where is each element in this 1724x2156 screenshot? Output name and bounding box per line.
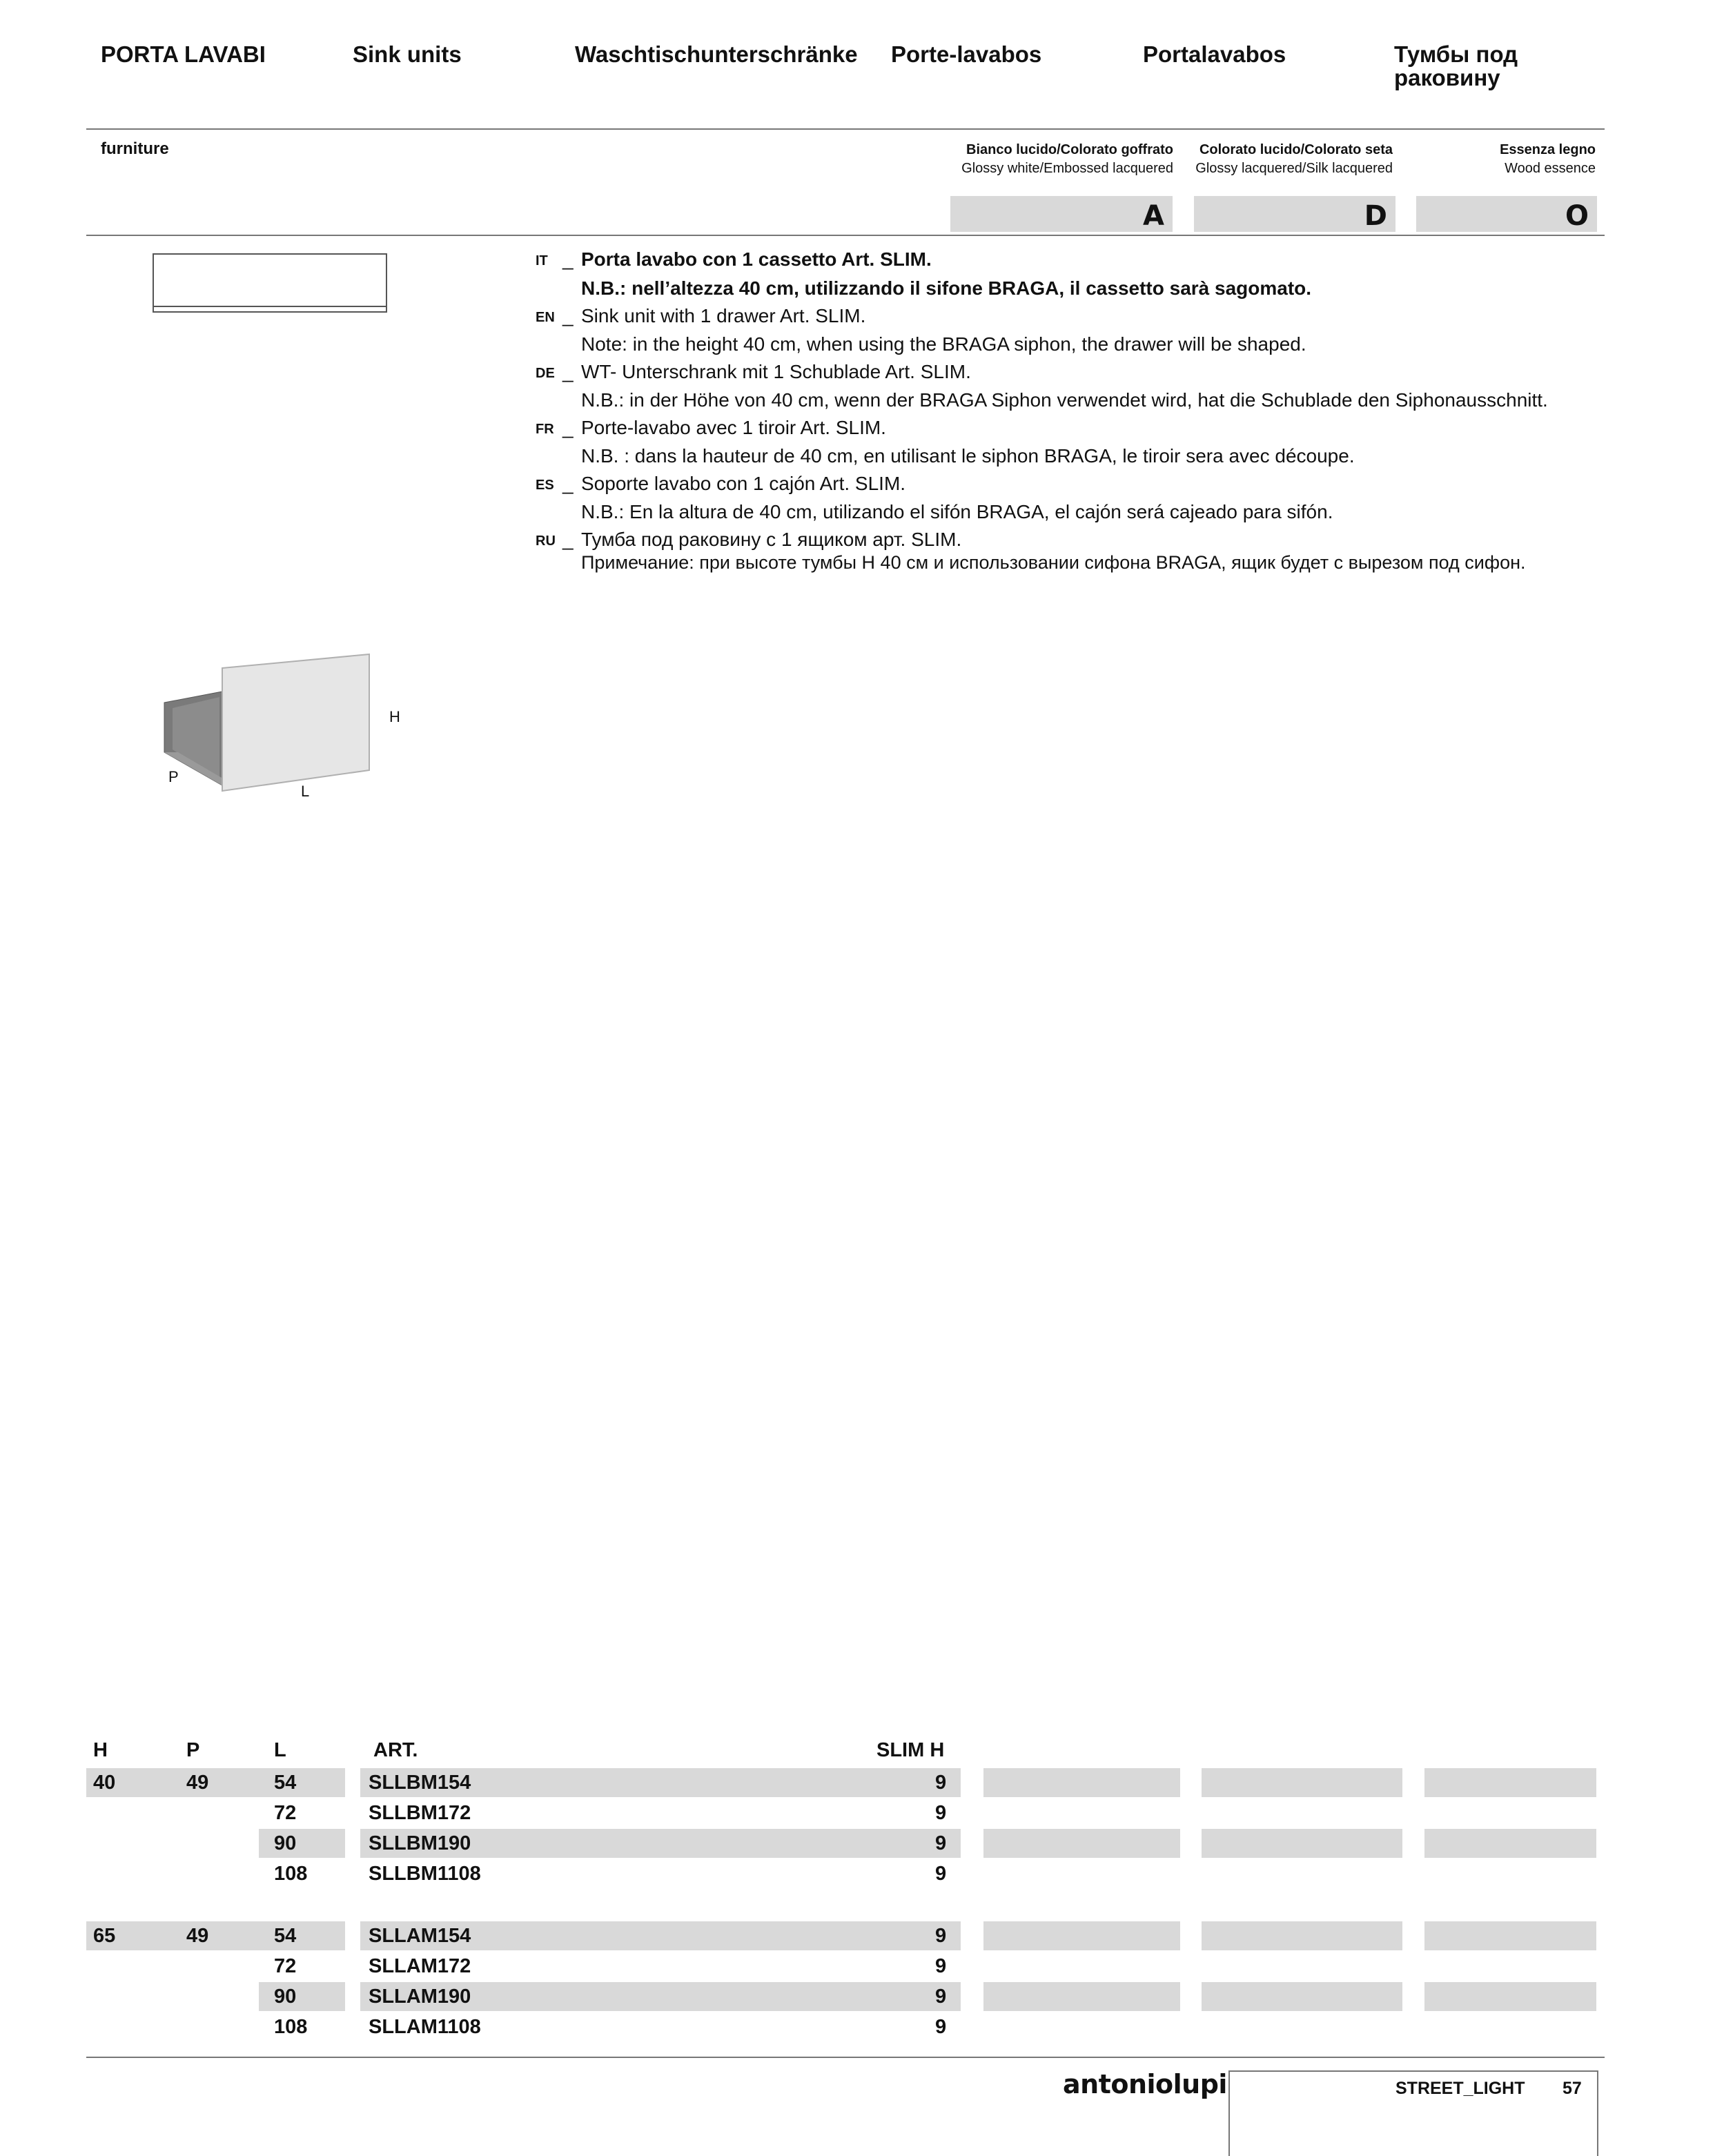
finish-cell <box>983 1768 1180 1797</box>
table-cell-l: 72 <box>274 1955 297 1977</box>
table-cell-slim: 9 <box>935 1955 947 1977</box>
lang-it: IT <box>536 253 548 268</box>
table-cell-slim: 9 <box>935 2016 947 2038</box>
row-bg <box>259 1829 345 1858</box>
finish-d-subtitle: Glossy lacquered/Silk lacquered <box>1195 161 1393 176</box>
col-header-art: ART. <box>373 1739 418 1761</box>
desc-de-line1: WT- Unterschrank mit 1 Schublade Art. SLIM. <box>581 361 971 382</box>
table-cell-l: 90 <box>274 1986 297 2008</box>
desc-de-line2: N.B.: in der Höhe von 40 cm, wenn der BRAGA Siphon verwendet wird, hat die Schublade den Siphonausschnitt. <box>581 389 1548 411</box>
lang-sep: _ <box>562 361 574 382</box>
finish-cell <box>1424 1921 1596 1950</box>
table-cell-h: 65 <box>93 1925 116 1947</box>
finish-a-subtitle: Glossy white/Embossed lacquered <box>961 161 1173 176</box>
desc-ru-line1: Тумба под раковину с 1 ящиком арт. SLIM. <box>581 529 962 550</box>
row-bg <box>259 1982 345 2011</box>
dim-l-label: L <box>301 783 310 800</box>
finish-cell <box>1202 1921 1402 1950</box>
table-cell-art: SLLAM154 <box>369 1925 471 1947</box>
table-cell-slim: 9 <box>935 1772 947 1794</box>
title-fr: Porte-lavabos <box>891 41 1042 67</box>
dim-h-label: H <box>389 708 400 725</box>
row-bg <box>86 1921 345 1950</box>
header-rule <box>86 128 1605 130</box>
lang-de: DE <box>536 366 555 381</box>
lang-es: ES <box>536 478 554 493</box>
finish-cell <box>1424 1768 1596 1797</box>
table-cell-l: 108 <box>274 2016 308 2038</box>
page-number: 57 <box>1563 2079 1582 2098</box>
finish-cell <box>1424 1829 1596 1858</box>
lang-fr: FR <box>536 422 554 437</box>
lang-sep: _ <box>562 305 574 326</box>
product-3d-drawing <box>159 649 380 801</box>
desc-es-line1: Soporte lavabo con 1 cajón Art. SLIM. <box>581 473 906 494</box>
table-cell-l: 108 <box>274 1863 308 1885</box>
finish-a-code: A <box>1143 200 1164 232</box>
desc-fr-line1: Porte-lavabo avec 1 tiroir Art. SLIM. <box>581 417 886 438</box>
brand-logo: antoniolupi <box>1063 2069 1227 2099</box>
table-cell-l: 90 <box>274 1832 297 1854</box>
title-de: Waschtischunterschränke <box>575 41 858 67</box>
finish-cell <box>1202 1768 1402 1797</box>
finish-a-box <box>950 196 1173 232</box>
table-cell-art: SLLBM1108 <box>369 1863 481 1885</box>
finish-o-name: Essenza legno <box>1500 142 1596 157</box>
desc-ru-line2: Примечание: при высоте тумбы H 40 см и использовании сифона BRAGA, ящик будет с вырезом под сифон. <box>581 552 1526 573</box>
desc-it-line2: N.B.: nell’altezza 40 cm, utilizzando il sifone BRAGA, il cassetto sarà sagomato. <box>581 277 1312 299</box>
col-header-h: H <box>93 1739 108 1761</box>
dim-p-label: P <box>168 768 179 785</box>
desc-es-line2: N.B.: En la altura de 40 cm, utilizando el sifón BRAGA, el cajón será cajeado para sifón. <box>581 501 1333 522</box>
table-cell-art: SLLAM172 <box>369 1955 471 1977</box>
desc-en-line2: Note: in the height 40 cm, when using the BRAGA siphon, the drawer will be shaped. <box>581 333 1306 355</box>
desc-en-line1: Sink unit with 1 drawer Art. SLIM. <box>581 305 866 326</box>
table-cell-slim: 9 <box>935 1863 947 1885</box>
lang-sep: _ <box>562 529 574 550</box>
table-cell-l: 72 <box>274 1802 297 1824</box>
col-header-p: P <box>186 1739 200 1761</box>
table-cell-art: SLLBM154 <box>369 1772 471 1794</box>
finish-o-box <box>1416 196 1597 232</box>
finish-d-box <box>1194 196 1395 232</box>
lang-en: EN <box>536 310 555 325</box>
finish-cell <box>983 1921 1180 1950</box>
table-cell-slim: 9 <box>935 1832 947 1854</box>
finish-o-subtitle: Wood essence <box>1505 161 1596 176</box>
table-cell-slim: 9 <box>935 1986 947 2008</box>
table-cell-art: SLLBM190 <box>369 1832 471 1854</box>
lang-sep: _ <box>562 417 574 438</box>
finish-a-name: Bianco lucido/Colorato goffrato <box>966 142 1173 157</box>
title-es: Portalavabos <box>1143 41 1286 67</box>
title-ru: Тумбы под раковину <box>1394 41 1518 90</box>
col-header-slim: SLIM H <box>876 1739 945 1761</box>
table-cell-l: 54 <box>274 1925 297 1947</box>
table-cell-slim: 9 <box>935 1925 947 1947</box>
footer-rule <box>86 2057 1605 2058</box>
finish-d-name: Colorato lucido/Colorato seta <box>1199 142 1393 157</box>
lang-sep: _ <box>562 248 574 270</box>
desc-it-line1: Porta lavabo con 1 cassetto Art. SLIM. <box>581 248 932 270</box>
finish-o-code: O <box>1565 200 1589 232</box>
table-cell-art: SLLAM1108 <box>369 2016 481 2038</box>
table-cell-art: SLLAM190 <box>369 1986 471 2008</box>
finish-cell <box>1202 1829 1402 1858</box>
table-cell-l: 54 <box>274 1772 297 1794</box>
table-cell-p: 49 <box>186 1772 209 1794</box>
finish-cell <box>983 1982 1180 2011</box>
table-cell-art: SLLBM172 <box>369 1802 471 1824</box>
finish-cell <box>1202 1982 1402 2011</box>
title-it: PORTA LAVABI <box>101 41 266 67</box>
finish-rule <box>86 235 1605 236</box>
finish-d-code: D <box>1364 200 1387 232</box>
finish-cell <box>983 1829 1180 1858</box>
lang-sep: _ <box>562 473 574 494</box>
category-label: furniture <box>101 139 169 158</box>
title-en: Sink units <box>353 41 462 67</box>
plan-view-drawing <box>150 251 389 316</box>
collection-name: STREET_LIGHT <box>1395 2079 1525 2098</box>
row-bg <box>86 1768 345 1797</box>
table-cell-p: 49 <box>186 1925 209 1947</box>
finish-cell <box>1424 1982 1596 2011</box>
col-header-l: L <box>274 1739 286 1761</box>
table-cell-slim: 9 <box>935 1802 947 1824</box>
footer-box <box>1228 2070 1598 2156</box>
lang-ru: RU <box>536 533 556 549</box>
table-cell-h: 40 <box>93 1772 116 1794</box>
desc-fr-line2: N.B. : dans la hauteur de 40 cm, en utilisant le siphon BRAGA, le tiroir sera avec découpe. <box>581 445 1355 467</box>
